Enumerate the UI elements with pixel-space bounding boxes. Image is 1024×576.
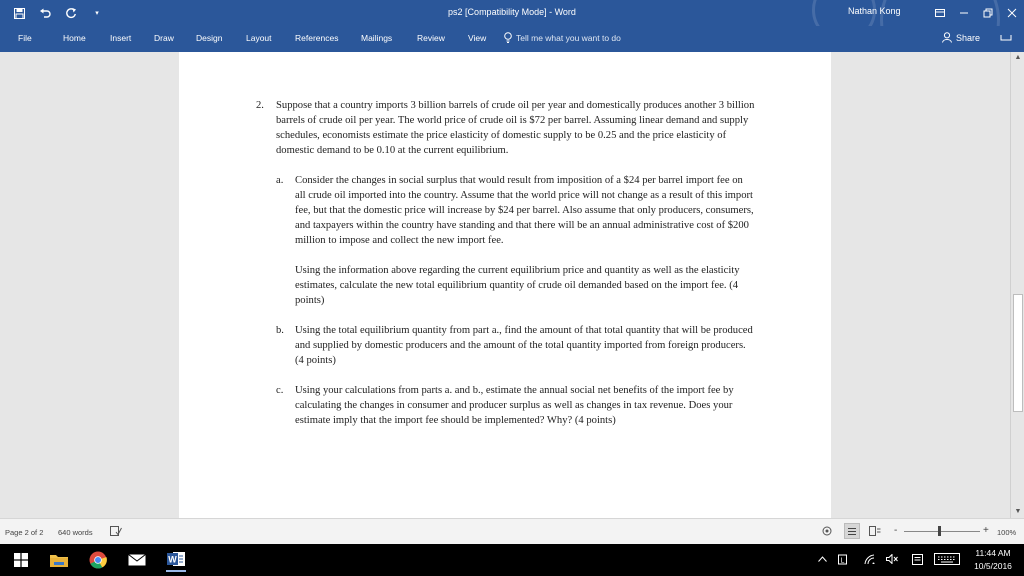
part-c-label: c. [276,385,284,396]
focus-mode-icon[interactable] [822,526,832,538]
quick-access-toolbar [6,3,110,23]
proofing-icon[interactable] [110,526,122,538]
document-page[interactable] [179,52,831,518]
share-label: Share [956,32,981,43]
window-title: ps2 [Compatibility Mode] - Word [448,7,576,17]
tab-review[interactable]: Review [417,33,445,43]
share-button[interactable] [942,32,980,43]
tell-me-box[interactable] [504,32,621,43]
tab-home[interactable]: Home [63,33,86,43]
windows-start-icon[interactable] [11,550,31,570]
tab-references[interactable]: References [295,33,339,43]
word-count[interactable]: 640 words [58,528,93,537]
question-text: Suppose that a country imports 3 billion barrels of crude oil per year and domestically produces another 3 billion barrels of crude oil per year. The world price of crude oil is $72 per barrel. Assuming linear demand and supply schedules, economists estimate the price elasticity of domestic supply to be 0.25 and the price elasticity of domestic demand to be 0.10 at the current equilibrium. [276,100,755,156]
lightbulb-icon [504,32,512,43]
restore-icon[interactable] [976,0,1000,26]
volume-muted-icon[interactable] [886,554,898,566]
part-a-text: Consider the changes in social surplus that would result from imposition of a $24 per barrel import fee on all crude oil imported into the country. Assume that the world price will not change as a result of this import fee, but that the domestic price will increase by $24 per barrel. Also assume that only producers, consumers, and taxpayers within the country have standing and that there will be an annual administrative cost of $200 million to impose and collect the new import fee. [295,175,754,246]
part-c [276,383,756,428]
clock-date: 10/5/2016 [974,561,1012,571]
dropdown-icon[interactable]: ▾ [95,10,99,17]
part-b-label: b. [276,325,284,336]
vertical-scrollbar[interactable] [1010,52,1024,518]
part-a-label: a. [276,175,284,186]
save-icon[interactable] [6,3,32,23]
clock-time: 11:44 AM [975,548,1011,558]
scroll-thumb[interactable] [1013,294,1023,412]
part-b [276,323,756,368]
scroll-down-icon[interactable]: ▼ [1014,508,1022,515]
page-count[interactable]: Page 2 of 2 [5,528,44,537]
part-a-text-2: Using the information above regarding the current equilibrium price and quantity as well as the elasticity estimates, calculate the new total equilibrium quantity of crude oil demanded based on the import fee. (4 points) [295,265,740,306]
zoom-slider-thumb[interactable] [938,526,941,536]
tab-insert[interactable]: Insert [110,33,132,43]
status-bar [0,518,1024,544]
word-icon[interactable] [166,548,186,572]
zoom-level[interactable]: 100% [997,528,1017,537]
system-clock[interactable] [968,547,1018,573]
part-a [276,173,756,248]
ribbon-display-icon[interactable] [928,0,952,26]
tab-design[interactable]: Design [196,33,223,43]
part-c-text: Using your calculations from parts a. and b., estimate the annual social net benefits of the import fee by calculating the changes in consumer and producer surplus as well as changes in tax revenue. Does your estimate imply that the import fee should be implemented? Why? (4 points) [295,385,734,426]
read-mode-icon[interactable] [844,523,860,539]
tell-me-text: Tell me what you want to do [516,32,621,43]
file-explorer-icon[interactable] [49,550,69,570]
person-icon [942,32,952,43]
part-b-text: Using the total equilibrium quantity from part a., find the amount of that total quantity that will be produced and supplied by domestic producers and the amount of the total quantity imported from foreign producers. (4 points) [295,325,753,366]
document-area [0,52,1010,518]
title-bar [0,0,1024,26]
taskbar [0,544,1024,576]
window-controls [928,0,1024,26]
show-hidden-icons-icon[interactable] [818,554,827,564]
svg-text:L: L [840,557,845,565]
keyboard-icon[interactable] [934,553,960,567]
zoom-in-button[interactable]: + [983,525,989,536]
ribbon-tabs [0,26,1024,52]
undo-icon[interactable] [32,3,58,23]
tab-view[interactable]: View [468,33,487,43]
print-layout-icon[interactable] [869,526,881,538]
minimize-icon[interactable] [952,0,976,26]
question-number: 2. [256,100,264,111]
tab-draw[interactable]: Draw [154,33,174,43]
notifications-icon[interactable] [912,554,923,567]
redo-icon[interactable] [58,3,84,23]
document-body [256,98,756,428]
chrome-icon[interactable] [88,550,108,570]
language-icon[interactable] [838,554,850,567]
zoom-out-button[interactable]: - [894,525,898,536]
tab-layout[interactable]: Layout [246,33,272,43]
close-icon[interactable] [1000,0,1024,26]
wifi-icon[interactable] [864,554,875,566]
mail-icon[interactable] [127,550,147,570]
collapse-ribbon-icon[interactable] [1000,33,1012,44]
svg-text:W: W [168,554,177,565]
scroll-up-icon[interactable]: ▲ [1014,54,1022,61]
tab-mailings[interactable]: Mailings [361,33,393,43]
zoom-slider[interactable] [904,531,980,532]
tab-file[interactable]: File [18,33,32,43]
user-name[interactable]: Nathan Kong [848,6,901,16]
question-2 [256,98,756,158]
